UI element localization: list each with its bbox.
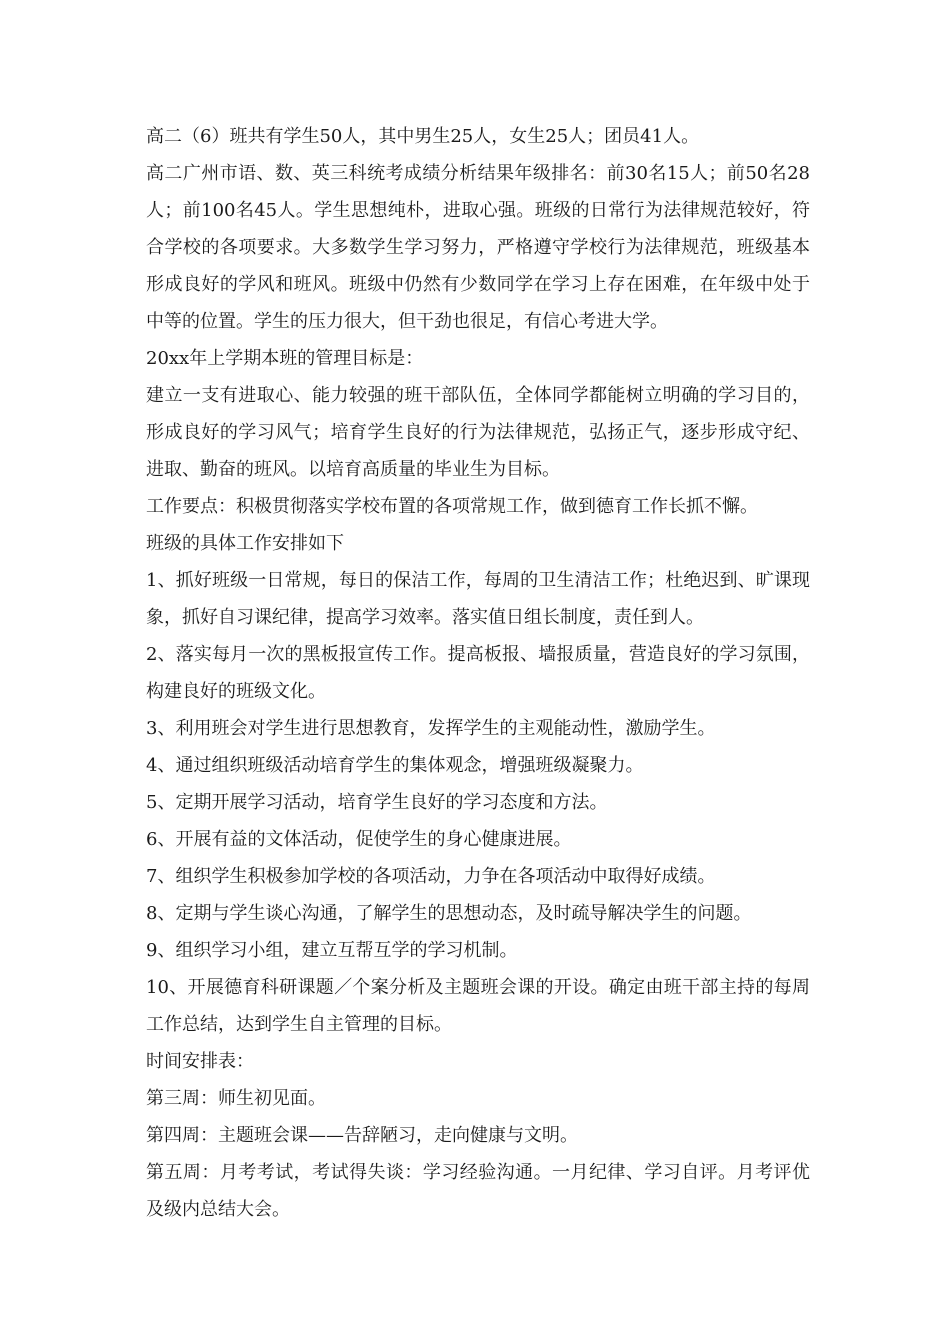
paragraph-plan-heading: 班级的具体工作安排如下 [146,533,344,554]
list-item-6: 6、开展有益的文体活动，促使学生的身心健康进展。 [146,829,572,850]
document-body [146,118,810,1228]
list-item-4: 4、通过组织班级活动培育学生的集体观念，增强班级凝聚力。 [146,755,644,776]
schedule-week-4: 第四周：主题班会课——告辞陋习，走向健康与文明。 [146,1125,578,1146]
paragraph-schedule-heading: 时间安排表： [146,1051,254,1072]
schedule-week-5: 第五周：月考考试，考试得失谈：学习经验沟通。一月纪律、学习自评。月考评优及级内总结大会。 [146,1162,810,1220]
list-item-3: 3、利用班会对学生进行思想教育，发挥学生的主观能动性，激励学生。 [146,718,716,739]
list-item-10: 10、开展德育科研课题／个案分析及主题班会课的开设。确定由班干部主持的每周工作总结，达到学生自主管理的目标。 [146,977,810,1035]
paragraph-work-focus: 工作要点：积极贯彻落实学校布置的各项常规工作，做到德育工作长抓不懈。 [146,496,758,517]
list-item-2: 2、落实每月一次的黑板报宣传工作。提高板报、墙报质量，营造良好的学习氛围，构建良好的班级文化。 [146,644,810,702]
list-item-7: 7、组织学生积极参加学校的各项活动，力争在各项活动中取得好成绩。 [146,866,716,887]
list-item-1: 1、抓好班级一日常规，每日的保洁工作，每周的卫生清洁工作；杜绝迟到、旷课现象，抓好自习课纪律，提高学习效率。落实值日组长制度，责任到人。 [146,570,810,628]
list-item-9: 9、组织学习小组，建立互帮互学的学习机制。 [146,940,518,961]
paragraph-goals: 建立一支有进取心、能力较强的班干部队伍，全体同学都能树立明确的学习目的，形成良好的学习风气；培育学生良好的行为法律规范，弘扬正气，逐步形成守纪、进取、勤奋的班风。以培育高质量的毕业生为目标。 [146,385,810,480]
list-item-8: 8、定期与学生谈心沟通，了解学生的思想动态，及时疏导解决学生的问题。 [146,903,752,924]
schedule-week-3: 第三周：师生初见面。 [146,1088,326,1109]
paragraph-class-overview: 高二（6）班共有学生50人，其中男生25人，女生25人；团员41人。 [146,126,700,147]
paragraph-exam-analysis: 高二广州市语、数、英三科统考成绩分析结果年级排名：前30名15人；前50名28人；前100名45人。学生思想纯朴，进取心强。班级的日常行为法律规范较好，符合学校的各项要求。大多数学生学习努力，严格遵守学校行为法律规范，班级基本形成良好的学风和班风。班级中仍然有少数同学在学习上存在困难，在年级中处于中等的位置。学生的压力很大，但干劲也很足，有信心考进大学。 [146,163,810,332]
paragraph-goals-heading: 20xx年上学期本班的管理目标是： [146,348,424,369]
list-item-5: 5、定期开展学习活动，培育学生良好的学习态度和方法。 [146,792,608,813]
